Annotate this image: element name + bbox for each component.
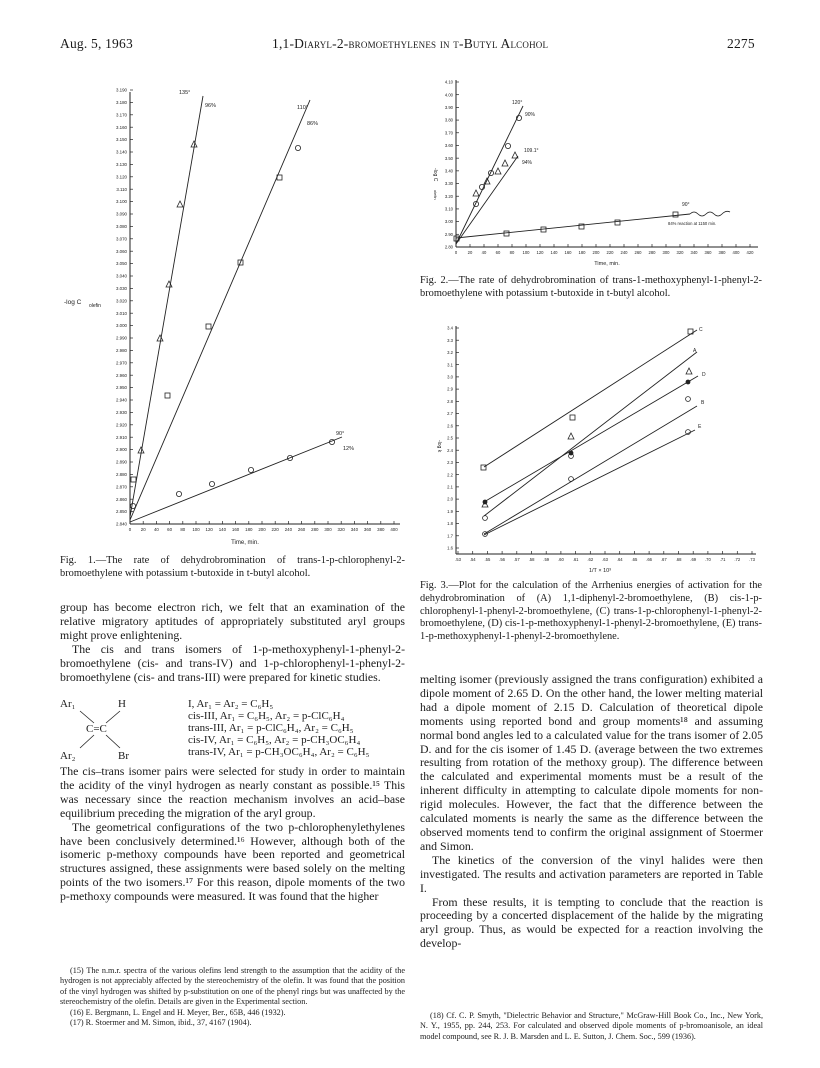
x-tick-label: 120 — [536, 250, 544, 255]
paragraph: From these results, it is tempting to conclude that the reaction is proceeding by a concerted displacement of the halide by the migrating aryl group. Thus, as would be expected for a reaction involving the develop- — [420, 894, 763, 951]
fig3-line-C — [484, 330, 697, 467]
fig1-y-axis-label-subscript: olefin — [89, 303, 101, 309]
y-tick-label: 1.7 — [447, 533, 453, 539]
figure-1-caption-label: Fig. 1. — [60, 555, 96, 566]
y-tick-label: 3.170 — [116, 112, 127, 118]
fig2-points-109 — [473, 152, 518, 196]
fig1-annotation: 110° — [297, 105, 308, 111]
struct-legend-line: cis-IV, Ar₁ = C₆H₅, Ar₂ = p-CH₃OC₆H₄ — [188, 734, 361, 746]
x-tick-label: .55 — [484, 557, 491, 562]
y-tick-label: 4.10 — [444, 79, 453, 85]
x-tick-label: 240 — [620, 250, 628, 255]
fig3-line-label-E: E — [698, 424, 702, 430]
x-tick-label: 340 — [350, 527, 359, 532]
figure-2-caption-label: Fig. 2. — [420, 275, 449, 286]
y-tick-label: 3.10 — [444, 206, 453, 212]
y-tick-label: 2.890 — [116, 459, 127, 465]
y-tick-label: 2.8 — [447, 398, 453, 404]
fig3-y-axis-label: -log k — [436, 440, 442, 453]
y-tick-label: 3.90 — [444, 104, 453, 110]
y-tick-label: 3.190 — [116, 87, 127, 93]
fig2-annotation: 90° — [682, 202, 690, 208]
y-tick-label: 3.4 — [447, 325, 453, 331]
figure-1-plot — [60, 82, 405, 550]
x-tick-label: 140 — [218, 527, 227, 532]
y-tick-label: 2.4 — [447, 447, 453, 453]
x-tick-label: .72 — [734, 557, 741, 562]
y-tick-label: 3.090 — [116, 211, 127, 217]
x-tick-label: 100 — [522, 250, 530, 255]
left-column-text-continued — [60, 765, 405, 904]
y-tick-label: 2.9 — [447, 386, 453, 392]
x-tick-label: 400 — [390, 527, 398, 532]
y-tick-label: 2.2 — [447, 472, 453, 478]
x-tick-label: 400 — [732, 250, 740, 255]
figure-2-caption-text: —The rate of dehydrobromination of trans-1-methoxyphenyl-1-phenyl-2-bromoethylene with potassium t-butoxide in t-butyl alcohol. — [420, 275, 762, 299]
x-tick-label: .62 — [587, 557, 594, 562]
paragraph: The kinetics of the conversion of the vinyl halides were then investigated. The results and activation parameters are reported in Table I. — [420, 852, 763, 895]
y-tick-label: 2.970 — [116, 360, 127, 366]
fig3-x-axis-ticks — [455, 551, 755, 562]
fig1-points-110 — [131, 175, 282, 482]
fig1-x-axis-ticks — [129, 521, 398, 532]
x-tick-label: 80 — [180, 527, 186, 532]
fig3-points-B — [483, 397, 691, 521]
figure-2-plot — [420, 76, 765, 271]
fig2-y-axis-ticks — [445, 80, 459, 250]
y-tick-label: 3.100 — [116, 199, 127, 205]
y-tick-label: 2.5 — [447, 435, 453, 441]
fig1-points-90 — [130, 439, 334, 508]
x-tick-label: 20 — [467, 250, 473, 255]
x-tick-label: 160 — [231, 527, 240, 532]
x-tick-label: 420 — [746, 250, 754, 255]
x-tick-label: 260 — [297, 527, 306, 532]
x-tick-label: 220 — [606, 250, 614, 255]
figure-1-caption-text: —The rate of dehydrobromination of trans-1-p-chlorophenyl-2-bromoethylene with potassium t-butoxide in t-butyl alcohol. — [60, 555, 405, 579]
running-header-date: Aug. 5, 1963 — [60, 36, 133, 51]
y-tick-label: 3.120 — [116, 174, 127, 180]
paragraph: The geometrical configurations of the two p-chlorophenylethylenes have been conclusively determined.¹⁶ However, although both of the isomeric p-methoxy compounds have been reported and geometrical structures assigned, these assignments were based solely on the melting points of the two isomers.¹⁷ For this reason, dipole moments of the two p-methoxy compounds were measured. It was found that the higher — [60, 819, 405, 904]
fig2-annotation: 90% — [525, 112, 536, 118]
page-number: 2275 — [727, 36, 755, 51]
y-tick-label: 2.90 — [444, 231, 453, 237]
y-tick-label: 2.840 — [116, 521, 127, 527]
x-tick-label: .58 — [528, 557, 535, 562]
struct-legend-line: trans-IV, Ar₁ = p-CH₃OC₆H₄, Ar₂ = C₆H₅ — [188, 746, 370, 758]
fig2-y-axis-label-subscript: olefin — [433, 190, 438, 200]
y-tick-label: 3.030 — [116, 286, 127, 291]
y-tick-label: 2.920 — [116, 422, 127, 428]
y-tick-label: 3.2 — [447, 350, 453, 356]
right-column-text — [420, 673, 763, 951]
fig3-line-A — [484, 352, 697, 516]
paragraph: The cis and trans isomers of 1-p-methoxyphenyl-1-phenyl-2-bromoethylene (cis- and trans-IV) and 1-p-chlorophenyl-1-phenyl-2-bromoethylene (cis- and trans-III) were prepared for kinetic studies. — [60, 641, 405, 684]
x-tick-label: 360 — [363, 527, 372, 532]
y-tick-label: 3.020 — [116, 298, 127, 304]
x-tick-label: 300 — [662, 250, 670, 255]
x-tick-label: 40 — [153, 527, 159, 532]
fig1-line-90 — [130, 437, 342, 522]
fig2-y-axis-label: -log C — [432, 168, 438, 182]
fig3-line-label-B: B — [701, 400, 705, 406]
x-tick-label: 200 — [592, 250, 600, 255]
fig1-annotation: 86% — [307, 121, 319, 127]
fig3-x-axis-label: 1/T × 10³ — [588, 568, 612, 574]
x-tick-label: 380 — [718, 250, 726, 255]
fig3-line-label-D: D — [702, 372, 706, 378]
struct-legend-line: trans-III, Ar₁ = p-ClC₆H₄, Ar₂ = C₆H₅ — [188, 722, 354, 734]
x-tick-label: .67 — [660, 557, 667, 562]
fig1-x-axis-label: Time, min. — [231, 540, 259, 546]
y-tick-label: 3.080 — [116, 224, 127, 229]
left-column-text — [60, 601, 405, 684]
fig1-annotation: 96% — [205, 103, 217, 109]
x-tick-label: 120 — [205, 527, 213, 532]
y-tick-label: 3.140 — [116, 149, 127, 155]
struct-ar2: Ar₂ — [60, 750, 76, 762]
x-tick-label: 60 — [167, 527, 173, 532]
x-tick-label: .54 — [469, 557, 476, 562]
x-tick-label: 40 — [481, 250, 487, 255]
x-tick-label: .59 — [543, 557, 550, 562]
fig1-point-110-top — [295, 145, 300, 150]
fig1-line-110 — [130, 100, 310, 520]
y-tick-label: 3.180 — [116, 100, 127, 105]
x-tick-label: 200 — [258, 527, 266, 532]
x-tick-label: 280 — [311, 527, 319, 532]
struct-legend-line: cis-III, Ar₁ = C₆H₅, Ar₂ = p-ClC₆H₄ — [188, 710, 345, 722]
footnote-17: (17) R. Stoermer and M. Simon, ibid., 37, 4167 (1904). — [70, 1018, 252, 1028]
fig3-line-label-A: A — [693, 348, 697, 354]
x-tick-label: .53 — [455, 557, 461, 562]
fig3-line-E — [484, 430, 695, 535]
x-tick-label: 300 — [324, 527, 332, 532]
y-tick-label: 3.50 — [444, 155, 453, 161]
fig2-annotation: 120° — [512, 100, 523, 106]
x-tick-label: 280 — [648, 250, 656, 255]
y-tick-label: 3.60 — [444, 143, 453, 149]
y-tick-label: 2.3 — [447, 460, 453, 466]
fig3-line-B — [484, 406, 697, 534]
y-tick-label: 2.860 — [116, 496, 127, 502]
fig1-y-axis-label: -log C — [64, 299, 82, 306]
fig2-wavy-tail — [690, 211, 730, 216]
x-tick-label: 140 — [550, 250, 558, 255]
y-tick-label: 2.6 — [447, 423, 453, 429]
y-tick-label: 2.990 — [116, 335, 127, 341]
y-tick-label: 1.9 — [447, 508, 453, 514]
y-tick-label: 2.7 — [447, 411, 453, 417]
x-tick-label: 180 — [578, 250, 586, 255]
fig2-x-axis-ticks — [455, 244, 754, 255]
y-tick-label: 2.0 — [447, 496, 453, 502]
y-tick-label: 2.940 — [116, 397, 127, 403]
x-tick-label: 360 — [704, 250, 712, 255]
figure-3-caption-label: Fig. 3. — [420, 580, 449, 591]
struct-legend-line: I, Ar₁ = Ar₂ = C₆H₅ — [188, 698, 274, 710]
paragraph: melting isomer (previously assigned the trans configuration) exhibited a dipole moment of 2.65 D. On the other hand, the lower melting material had a dipole moment of 2.15 D. Calculation of theoretical dipole moments using reported bond and group moments¹⁸ and assuming normal bond angles led to a calculated value for the trans isomer of 2.05 D. and for the cis isomer of 1.45 D. (average between the two extremes resulting from rotation of the methoxy group). The difference between the calculated and experimental moments must be a result of the inherent difficulty in attempting to calculate dipole moments for non-rigid molecules. However, the fact that the difference between the calculated moments is nearly the same as the difference between the observed moments tend to confirm the original assignment of Stoermer and Simon. — [420, 672, 763, 853]
y-tick-label: 2.950 — [116, 385, 127, 391]
y-tick-label: 3.110 — [116, 186, 127, 192]
struct-h: H — [118, 698, 126, 710]
x-tick-label: .64 — [616, 557, 623, 562]
x-tick-label: 0 — [128, 527, 132, 532]
y-tick-label: 2.870 — [116, 484, 127, 490]
y-tick-label: 3.060 — [116, 248, 127, 254]
y-tick-label: 2.80 — [444, 244, 453, 250]
fig3-points-A — [482, 368, 692, 507]
figure-3-plot — [436, 322, 770, 578]
x-tick-label: .71 — [719, 557, 726, 562]
x-tick-label: 80 — [509, 250, 515, 255]
y-tick-label: 3.3 — [447, 337, 453, 343]
y-tick-label: 3.1 — [447, 362, 453, 368]
y-tick-label: 3.20 — [444, 193, 453, 199]
figure-1-caption — [60, 555, 405, 581]
x-tick-label: 260 — [634, 250, 642, 255]
y-tick-label: 2.900 — [116, 447, 127, 453]
y-tick-label: 3.70 — [444, 130, 453, 136]
x-tick-label: 180 — [245, 527, 253, 532]
x-tick-label: .73 — [749, 557, 755, 562]
fig1-annotation: 90° — [336, 431, 345, 437]
x-tick-label: .57 — [513, 557, 520, 562]
y-tick-label: 3.010 — [116, 310, 127, 316]
figure-3-caption-text: —Plot for the calculation of the Arrhenius energies of activation for the dehydrobromination of (A) 1,1-diphenyl-2-bromoethylene, (B) cis-1-p-chlorophenyl-1-phenyl-2-bromoethylene, (C) trans-1-p-chlorophenyl-1-phenyl-2-bromoethylene, (D) cis-1-p-methoxyphenyl-1-phenyl-2-bromoethylene, (E) trans-1-p-methoxyphenyl-1-phenyl-2-bromoethylene. — [420, 580, 762, 643]
y-tick-label: 1.8 — [447, 521, 453, 527]
x-tick-label: 20 — [140, 527, 146, 532]
y-tick-label: 3.040 — [116, 273, 127, 279]
x-tick-label: .60 — [557, 557, 564, 562]
y-tick-label: 3.070 — [116, 236, 127, 242]
x-tick-label: 100 — [192, 527, 200, 532]
paragraph: group has become electron rich, we felt that an examination of the relative migratory aptitudes of appropriately substituted aryl groups might prove enlightening. — [60, 600, 405, 642]
fig2-x-axis-label: Time, min. — [594, 261, 620, 267]
x-tick-label: 340 — [690, 250, 698, 255]
y-tick-label: 3.160 — [116, 124, 127, 130]
struct-ar1: Ar₁ — [60, 698, 76, 710]
y-tick-label: 3.80 — [444, 117, 453, 123]
fig3-y-axis-ticks — [447, 326, 459, 551]
x-tick-label: 0 — [454, 250, 458, 255]
y-tick-label: 2.980 — [116, 348, 127, 353]
x-tick-label: 240 — [284, 527, 293, 532]
y-tick-label: 2.850 — [116, 509, 127, 515]
y-tick-label: 4.00 — [444, 92, 453, 98]
x-tick-label: 60 — [495, 250, 501, 255]
struct-br: Br — [118, 750, 129, 762]
y-tick-label: 3.0 — [447, 374, 453, 380]
struct-double-bond: C=C — [86, 723, 107, 735]
y-tick-label: 3.050 — [116, 261, 127, 267]
footnote-18: (18) Cf. C. P. Smyth, "Dielectric Behavior and Structure," McGraw-Hill Book Co., Inc., New York, N. Y., 1955, pp. 244, 253. For calculated and observed dipole moments of p-bromoanisole, an ideal model compound, see R. J. B. Marsden and L. E. Sutton, J. Chem. Soc., 599 (1936). — [420, 1011, 763, 1041]
footnote-16: (16) E. Bergmann, L. Engel and H. Meyer, Ber., 65B, 446 (1932). — [70, 1007, 286, 1017]
right-footnotes — [420, 1011, 763, 1042]
x-tick-label: .70 — [704, 557, 711, 562]
fig1-line-135 — [130, 96, 203, 517]
y-tick-label: 3.150 — [116, 137, 127, 143]
x-tick-label: 220 — [271, 527, 279, 532]
x-tick-label: 160 — [564, 250, 572, 255]
y-tick-label: 3.130 — [116, 162, 127, 167]
left-footnotes — [60, 966, 405, 1028]
fig2-line-90 — [456, 214, 690, 238]
x-tick-label: .61 — [572, 557, 579, 562]
fig2-annotation: 109.1° — [524, 148, 539, 154]
fig3-line-label-C: C — [699, 327, 703, 333]
y-tick-label: 2.880 — [116, 472, 127, 477]
fig1-points-135 — [138, 141, 197, 453]
x-tick-label: .66 — [646, 557, 653, 562]
running-header-title: 1,1-Diaryl-2-bromoethylenes in t-Butyl Alcohol — [272, 36, 549, 51]
x-tick-label: .65 — [631, 557, 638, 562]
y-tick-label: 1.6 — [447, 545, 453, 551]
y-tick-label: 2.960 — [116, 372, 127, 378]
x-tick-label: 320 — [676, 250, 684, 255]
figure-2-caption — [420, 275, 762, 301]
x-tick-label: 320 — [337, 527, 345, 532]
footnote-15: (15) The n.m.r. spectra of the various olefins lend strength to the assumption that the acidity of the hydrogen is not appreciably affected by the stereochemistry of the olefin. It was found that the position of the vinyl hydrogen was shifted by p-substitution on one of the phenyl rings but was unaffected by the stereochemistry of the olefin. Details are given in the Experimental section. — [60, 966, 405, 1007]
fig1-annotation: 135° — [179, 90, 191, 96]
y-tick-label: 3.000 — [116, 323, 127, 329]
fig3-line-D — [484, 376, 698, 502]
x-tick-label: .68 — [675, 557, 682, 562]
x-tick-label: 380 — [377, 527, 385, 532]
figure-3-caption — [420, 580, 762, 644]
fig2-annotation: 84% reaction at 1150 min. — [668, 221, 717, 226]
fig1-annotation: 12% — [343, 446, 355, 452]
y-tick-label: 2.910 — [116, 434, 127, 440]
x-tick-label: .63 — [602, 557, 608, 562]
paragraph: The cis–trans isomer pairs were selected for study in order to maintain the acidity of the vinyl hydrogen as nearly constant as possible.¹⁵ This was necessary since the reaction mechanism involves an acid–base equilibrium preceding the migration of the aryl group. — [60, 764, 405, 820]
y-tick-label: 2.1 — [447, 484, 453, 490]
y-tick-label: 3.40 — [444, 168, 453, 174]
fig2-annotation: 94% — [522, 160, 533, 166]
y-tick-label: 3.00 — [444, 219, 453, 225]
chemical-structure — [60, 698, 405, 764]
x-tick-label: .56 — [499, 557, 506, 562]
x-tick-label: .69 — [690, 557, 697, 562]
y-tick-label: 2.930 — [116, 410, 127, 415]
y-tick-label: 3.30 — [444, 181, 453, 187]
